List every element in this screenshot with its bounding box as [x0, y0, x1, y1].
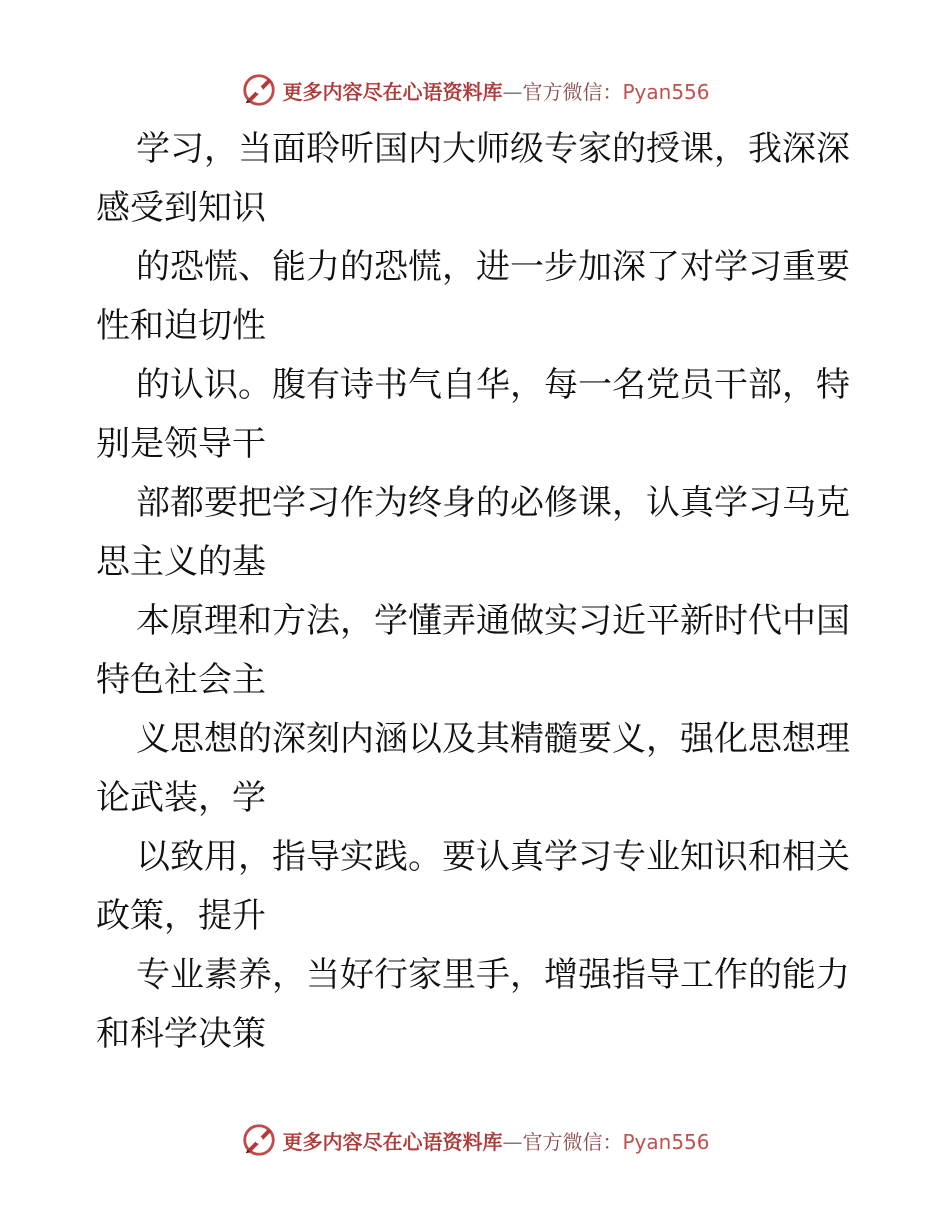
header-text: [282, 76, 709, 105]
paragraph-7: [96, 828, 856, 946]
paragraph-line: 专业素养，当好行家里手，增强指导工作的能力: [136, 955, 850, 995]
paragraph-line: 感受到知识: [96, 188, 266, 228]
paragraph-2: [96, 238, 856, 356]
paragraph-line: 别是领导干: [96, 424, 266, 464]
paragraph-line: 性和迫切性: [96, 306, 266, 346]
footer-label: 官方微信：: [522, 1129, 623, 1154]
pen-logo-icon: [240, 71, 278, 109]
paragraph-line: 思主义的基: [96, 542, 266, 582]
paragraph-line: 的认识。腹有诗书气自华，每一名党员干部，特: [136, 365, 850, 405]
footer-text: [282, 1126, 709, 1155]
paragraph-3: [96, 356, 856, 474]
paragraph-line: 义思想的深刻内涵以及其精髓要义，强化思想理: [136, 719, 850, 759]
footer-handle: Pyan556: [622, 1129, 710, 1154]
paragraph-line: 论武装，学: [96, 778, 266, 818]
paragraph-line: 部都要把学习作为终身的必修课，认真学习马克: [136, 483, 850, 523]
header-banner: [0, 70, 950, 110]
header-handle: Pyan556: [622, 79, 710, 104]
document-body: [96, 120, 856, 1064]
header-brand: 更多内容尽在心语资料库: [282, 79, 503, 104]
header-separator: —: [502, 79, 523, 104]
paragraph-5: [96, 592, 856, 710]
paragraph-line: 的恐慌、能力的恐慌，进一步加深了对学习重要: [136, 247, 850, 287]
paragraph-line: 特色社会主: [96, 660, 266, 700]
footer-separator: —: [502, 1129, 523, 1154]
paragraph-6: [96, 710, 856, 828]
paragraph-line: 以致用，指导实践。要认真学习专业知识和相关: [136, 837, 850, 877]
paragraph-line: 和科学决策: [96, 1014, 266, 1054]
paragraph-1: [96, 120, 856, 238]
paragraph-4: [96, 474, 856, 592]
paragraph-line: 本原理和方法，学懂弄通做实习近平新时代中国: [136, 601, 850, 641]
paragraph-line: 学习，当面聆听国内大师级专家的授课，我深深: [136, 129, 850, 169]
footer-banner: [0, 1120, 950, 1160]
pen-logo-icon: [240, 1121, 278, 1159]
paragraph-line: 政策，提升: [96, 896, 266, 936]
header-label: 官方微信：: [522, 79, 623, 104]
paragraph-8: [96, 946, 856, 1064]
footer-brand: 更多内容尽在心语资料库: [282, 1129, 503, 1154]
